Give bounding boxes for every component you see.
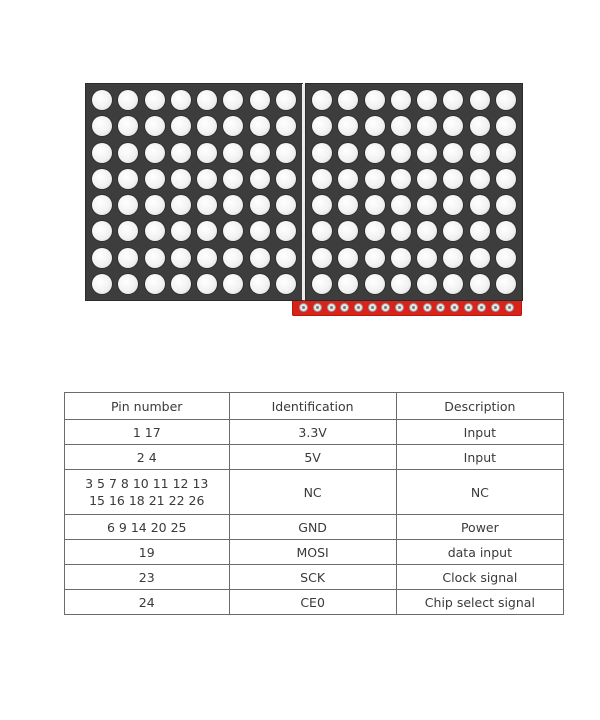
led-dot (250, 143, 270, 163)
header-pin (381, 303, 390, 312)
header-pin-strip (293, 300, 520, 314)
led-dot (276, 116, 296, 136)
header-pin (464, 303, 473, 312)
header-pin (505, 303, 514, 312)
led-dot (92, 169, 112, 189)
led-dot (391, 274, 411, 294)
led-dot (276, 90, 296, 110)
led-dot (470, 116, 490, 136)
led-dot (276, 274, 296, 294)
table-row (65, 565, 564, 590)
led-dot (443, 248, 463, 268)
led-dot (145, 195, 165, 215)
led-dot (365, 116, 385, 136)
identification-cell: CE0 (229, 590, 396, 615)
led-dot (391, 143, 411, 163)
led-dot (312, 274, 332, 294)
led-dot (338, 195, 358, 215)
header-pin (340, 303, 349, 312)
led-dot (250, 116, 270, 136)
led-dot (92, 274, 112, 294)
led-dot (417, 195, 437, 215)
led-dot (145, 116, 165, 136)
header-pin (354, 303, 363, 312)
identification-cell: 3.3V (229, 420, 396, 445)
led-dot (496, 143, 516, 163)
led-dot (118, 143, 138, 163)
led-dot (223, 169, 243, 189)
led-dot (338, 116, 358, 136)
led-dot (496, 221, 516, 241)
led-dot (92, 116, 112, 136)
pin-number-line: 3 5 7 8 10 11 12 13 (85, 476, 209, 491)
led-dot (276, 195, 296, 215)
led-dot (197, 116, 217, 136)
led-dot (312, 248, 332, 268)
led-dot (338, 169, 358, 189)
led-matrix-left (86, 84, 302, 300)
led-dot (417, 248, 437, 268)
led-dot (223, 274, 243, 294)
led-dot (496, 169, 516, 189)
pin-number-cell (65, 470, 230, 515)
led-dot (365, 90, 385, 110)
header-pin (409, 303, 418, 312)
led-dot (145, 90, 165, 110)
led-dot (391, 116, 411, 136)
led-dot (171, 248, 191, 268)
description-cell: Chip select signal (396, 590, 563, 615)
led-dot (312, 143, 332, 163)
header-pin (436, 303, 445, 312)
led-dot (118, 90, 138, 110)
led-dot (365, 195, 385, 215)
header-description: Description (396, 393, 563, 420)
pin-number-line: 15 16 18 21 22 26 (89, 493, 205, 508)
led-dot (443, 274, 463, 294)
led-dot (223, 143, 243, 163)
led-dot (365, 221, 385, 241)
led-dot (145, 221, 165, 241)
description-cell: NC (396, 470, 563, 515)
led-dot (312, 116, 332, 136)
led-dot (145, 274, 165, 294)
led-dot (118, 169, 138, 189)
led-dot (197, 143, 217, 163)
identification-cell: NC (229, 470, 396, 515)
led-dot (470, 274, 490, 294)
table-row (65, 540, 564, 565)
header-pin (395, 303, 404, 312)
header-pin (491, 303, 500, 312)
header-pin (450, 303, 459, 312)
led-dot (443, 195, 463, 215)
led-dot (92, 221, 112, 241)
description-cell: Clock signal (396, 565, 563, 590)
led-dot (197, 221, 217, 241)
led-dot (312, 90, 332, 110)
pin-number-cell: 19 (65, 540, 230, 565)
led-dot (223, 90, 243, 110)
led-dot (197, 169, 217, 189)
pin-number-cell: 23 (65, 565, 230, 590)
led-dot (365, 143, 385, 163)
led-dot (417, 169, 437, 189)
led-dot (443, 90, 463, 110)
led-dot (223, 248, 243, 268)
header-pin (313, 303, 322, 312)
led-dot (118, 248, 138, 268)
led-dot (417, 274, 437, 294)
led-dot (470, 248, 490, 268)
led-dot (312, 195, 332, 215)
led-dot (118, 195, 138, 215)
led-dot (470, 90, 490, 110)
led-dot (92, 248, 112, 268)
led-dot (145, 143, 165, 163)
led-dot (276, 248, 296, 268)
led-dot (338, 274, 358, 294)
led-dot (470, 221, 490, 241)
description-cell: Input (396, 420, 563, 445)
led-dot (365, 169, 385, 189)
pin-number-cell: 24 (65, 590, 230, 615)
led-dot (443, 143, 463, 163)
led-dot (92, 195, 112, 215)
header-pin (477, 303, 486, 312)
led-dot (171, 274, 191, 294)
led-dot (171, 169, 191, 189)
pin-number-cell: 6 9 14 20 25 (65, 515, 230, 540)
led-dot (391, 169, 411, 189)
led-dot (276, 221, 296, 241)
led-dot (92, 90, 112, 110)
header-identification: Identification (229, 393, 396, 420)
led-dot (171, 143, 191, 163)
led-dot (118, 274, 138, 294)
table-row (65, 445, 564, 470)
header-pin (327, 303, 336, 312)
led-dot (171, 195, 191, 215)
led-dot (276, 169, 296, 189)
description-cell: data input (396, 540, 563, 565)
led-dot (443, 116, 463, 136)
header-pin (368, 303, 377, 312)
led-dot (250, 195, 270, 215)
table-row (65, 420, 564, 445)
led-dot (496, 248, 516, 268)
led-dot (312, 169, 332, 189)
led-dot (250, 90, 270, 110)
identification-cell: GND (229, 515, 396, 540)
led-dot (391, 195, 411, 215)
led-dot (250, 221, 270, 241)
led-dot (118, 221, 138, 241)
led-dot (338, 248, 358, 268)
identification-cell: 5V (229, 445, 396, 470)
led-dot (171, 116, 191, 136)
led-dot (443, 221, 463, 241)
led-dot (417, 116, 437, 136)
pin-table (64, 392, 564, 615)
led-matrix-right (306, 84, 522, 300)
led-dot (417, 221, 437, 241)
led-dot (338, 221, 358, 241)
led-dot (365, 248, 385, 268)
description-cell: Input (396, 445, 563, 470)
led-dot (338, 143, 358, 163)
led-dot (197, 195, 217, 215)
led-dot (145, 169, 165, 189)
led-dot (197, 274, 217, 294)
led-dot (312, 221, 332, 241)
led-dot (470, 195, 490, 215)
pin-number-cell: 2 4 (65, 445, 230, 470)
pin-number-cell: 1 17 (65, 420, 230, 445)
led-dot (276, 143, 296, 163)
led-dot (496, 195, 516, 215)
led-dot (171, 221, 191, 241)
pin-table-header-row (65, 393, 564, 420)
led-dot (496, 90, 516, 110)
led-dot (391, 248, 411, 268)
led-dot (250, 169, 270, 189)
led-dot (145, 248, 165, 268)
led-dot (223, 221, 243, 241)
led-dot (470, 143, 490, 163)
led-dot (250, 248, 270, 268)
identification-cell: SCK (229, 565, 396, 590)
led-dot (118, 116, 138, 136)
header-pin (299, 303, 308, 312)
description-cell: Power (396, 515, 563, 540)
led-dot (171, 90, 191, 110)
led-dot (470, 169, 490, 189)
led-dot (223, 195, 243, 215)
led-dot (197, 248, 217, 268)
led-dot (365, 274, 385, 294)
led-dot (391, 90, 411, 110)
table-row (65, 515, 564, 540)
led-dot (417, 90, 437, 110)
led-dot (338, 90, 358, 110)
led-dot (417, 143, 437, 163)
led-dot (496, 116, 516, 136)
led-dot (250, 274, 270, 294)
header-pin-number: Pin number (65, 393, 230, 420)
identification-cell: MOSI (229, 540, 396, 565)
led-matrix-module (86, 84, 522, 320)
led-dot (391, 221, 411, 241)
led-dot (223, 116, 243, 136)
led-dot (443, 169, 463, 189)
table-row (65, 470, 564, 515)
led-dot (197, 90, 217, 110)
table-row (65, 590, 564, 615)
led-dot (92, 143, 112, 163)
led-dot (496, 274, 516, 294)
header-pin (423, 303, 432, 312)
